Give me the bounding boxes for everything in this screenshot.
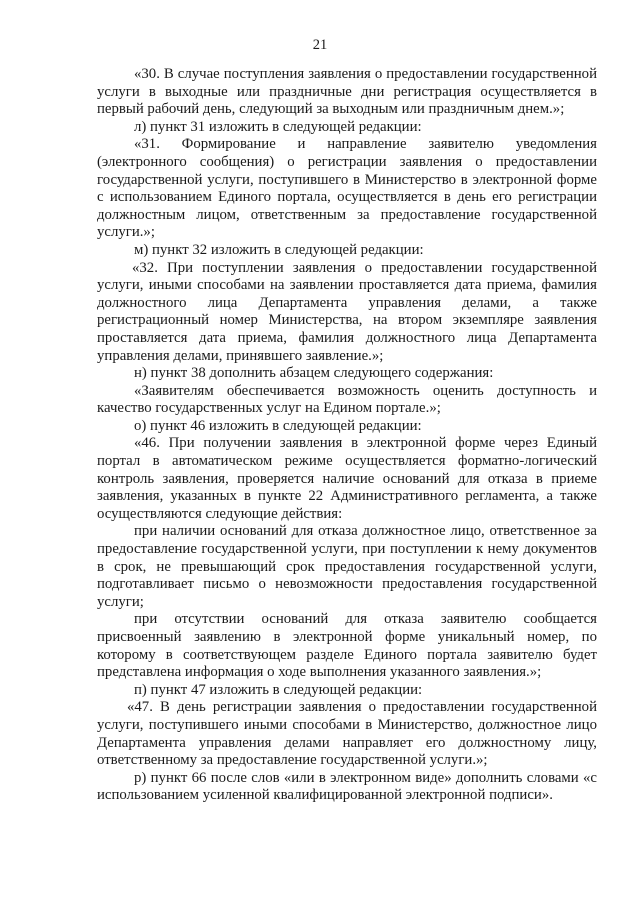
- paragraph-item-30: «30. В случае поступления заявления о предоставлении государственной услуги в выходные или праздничные дни регистрация осуществляется в первый рабочий день, следующий за выходным или праздничным днем.»;: [97, 66, 597, 118]
- amendment-instruction-o: о) пункт 46 изложить в следующей редакции:: [134, 417, 422, 434]
- amendment-instruction-l: л) пункт 31 изложить в следующей редакции:: [134, 118, 422, 135]
- amendment-instruction-n: н) пункт 38 дополнить абзацем следующего содержания:: [134, 365, 494, 382]
- paragraph-portal-assessment: «Заявителям обеспечивается возможность оценить доступность и качество государственных услуг на Едином портале.»;: [97, 382, 597, 417]
- amendment-instruction-r: р) пункт 66 после слов «или в электронном виде» дополнить словами «с использованием усиленной квалифицированной электронной подписи».: [97, 769, 597, 804]
- document-body: [97, 66, 597, 805]
- paragraph-item-47: «47. В день регистрации заявления о предоставлении государственной услуги, поступившего иными способами в Министерство, должностное лицо Департамента управления делами направляет его должностному лицу, ответственному за предоставление государственной услуги.»;: [97, 699, 597, 769]
- paragraph-item-32: «32. При поступлении заявления о предоставлении государственной услуги, иными способами на заявлении проставляется дата приема, фамилия должностного лица Департамента управления делами, а также регистрационный номер Министерства, на втором экземпляре заявления проставляется дата приема, фамилия должностного лица Департамента управления делами, принявшего заявление.»;: [97, 259, 597, 364]
- paragraph-item-46: «46. При получении заявления в электронной форме через Единый портал в автоматическом режиме осуществляется форматно-логический контроль заявления, проверяется наличие оснований для отказа в приеме заявления, указанных в пункте 22 Административного регламента, а также осуществляются следующие действия:: [97, 435, 597, 522]
- amendment-instruction-m: м) пункт 32 изложить в следующей редакции:: [134, 241, 424, 258]
- amendment-instruction-p: п) пункт 47 изложить в следующей редакции:: [134, 681, 423, 698]
- paragraph-item-46-no-refusal: при отсутствии оснований для отказа заявителю сообщается присвоенный заявлению в электронной форме уникальный номер, по которому в соответствующем разделе Единого портала заявителю будет представлена информация о ходе выполнения указанного заявления.»;: [97, 611, 597, 681]
- page-number: 21: [312, 37, 328, 53]
- paragraph-item-46-refusal: при наличии оснований для отказа должностное лицо, ответственное за предоставление государственной услуги, при поступлении к нему документов в срок, не превышающий срок предоставления государственной услуги, подготавливает письмо о невозможности предоставления государственной услуги;: [97, 523, 597, 610]
- paragraph-item-31: «31. Формирование и направление заявителю уведомления (электронного сообщения) о регистрации заявления о предоставлении государственной услуги, поступившего в Министерство в электронной форме с использованием Единого портала, осуществляется в день его регистрации должностным лицом, ответственным за предоставление государственной услуги.»;: [97, 136, 597, 241]
